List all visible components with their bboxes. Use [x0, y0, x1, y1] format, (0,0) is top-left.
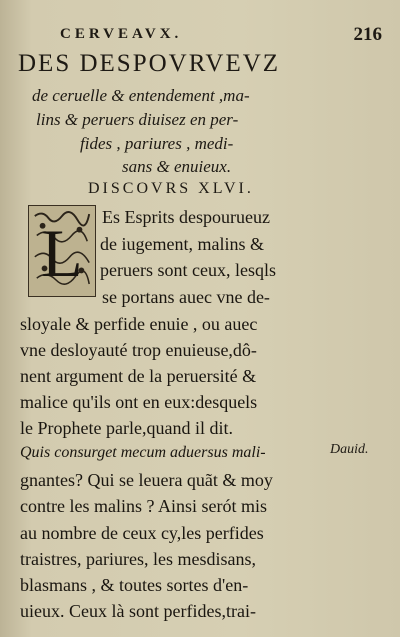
discourse-title: DISCOVRS XLVI.: [88, 180, 254, 197]
running-head: CERVEAVX.: [60, 26, 183, 42]
margin-note: Dauid.: [330, 442, 369, 457]
text-line: vne desloyauté trop enuieuse,dô-: [20, 340, 257, 360]
text-line: uieux. Ceux là sont perfides,trai-: [20, 601, 256, 621]
text-line: blasmans , & toutes sortes d'en-: [20, 575, 249, 595]
text-line: gnantes? Qui se leuera quãt & moy: [20, 470, 273, 490]
text-line: le Prophete parle,quand il dit.: [20, 418, 233, 438]
subtitle-line: fides , pariures , medi-: [80, 134, 234, 153]
text-line: malice qu'ils ont en eux:desquels: [20, 392, 258, 412]
text-line: au nombre de ceux cy,les perfides: [20, 523, 264, 543]
text-line: traistres, pariures, les mesdisans,: [20, 549, 256, 569]
text-line: se portans auec vne de-: [102, 287, 270, 307]
text-line-latin: Quis consurget mecum aduersus mali-: [20, 444, 266, 461]
drop-cap-letter: L: [41, 215, 83, 292]
text-line: contre les malins ? Ainsi serót mis: [20, 496, 267, 516]
text-line: peruers sont ceux, lesqls: [100, 260, 276, 280]
text-line: nent argument de la peruersité &: [20, 366, 257, 386]
decorated-initial-icon: [28, 205, 96, 297]
page-number: 216: [353, 24, 382, 45]
subtitle-line: lins & peruers diuisez en per-: [36, 110, 239, 129]
ornament-drop-cap-icon: [29, 206, 95, 296]
text-line: de iugement, malins &: [100, 234, 264, 254]
page-header: [60, 26, 390, 48]
subtitle-line: de ceruelle & entendement ,ma-: [32, 86, 250, 105]
text-line: Es Esprits despourueuz: [102, 207, 270, 227]
subtitle-line: sans & enuieux.: [122, 157, 232, 176]
chapter-heading: DES DESPOVRVEVZ: [18, 50, 281, 77]
text-line: sloyale & perfide enuie , ou auec: [20, 314, 258, 334]
